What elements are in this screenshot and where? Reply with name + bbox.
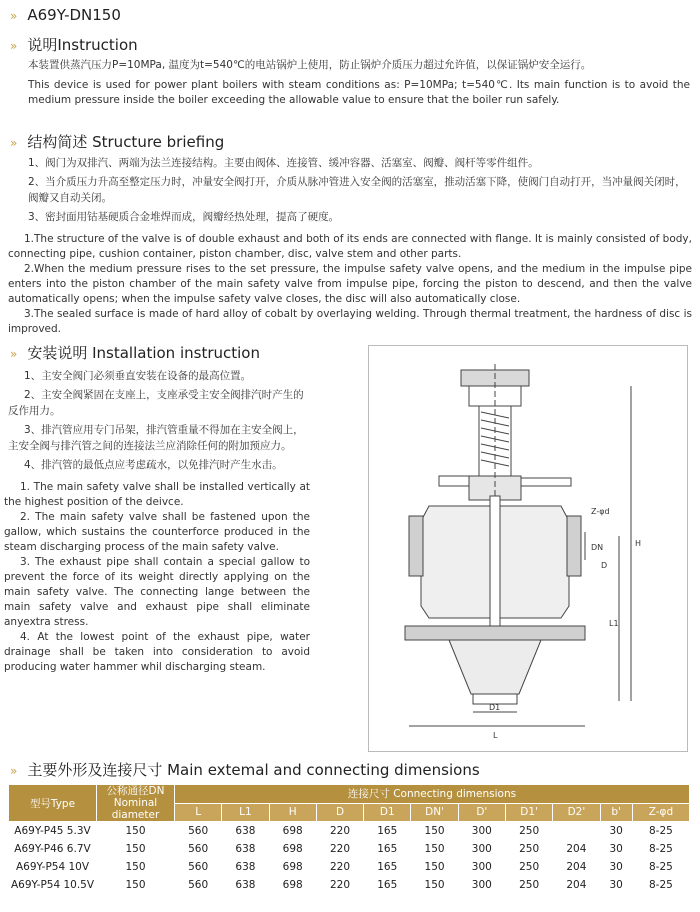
chevron-icon: »: [10, 39, 16, 53]
chevron-icon: »: [10, 136, 16, 150]
structure-zh-item: 1、阀门为双排汽、两端为法兰连接结构。主要由阀体、连接管、缓冲容器、活塞室、阀瓣、阀杆等零件组件。: [28, 157, 539, 169]
col-conn-header: 连接尺寸 Connecting dimensions: [175, 785, 690, 804]
installation-zh-item: 2、主安全阀紧固在支座上，支座承受主安全阀排汽时产生的反作用力。: [8, 389, 304, 417]
table-cell: 150: [97, 858, 175, 876]
col-dn-en: Nominal diameter: [111, 797, 160, 821]
table-cell: 638: [222, 858, 269, 876]
table-cell: 220: [316, 822, 363, 840]
instruction-zh: 本装置供蒸汽压力P=10MPa, 温度为t=540℃的电站锅炉上使用，防止锅炉介质压力超过允许值，以保证锅炉安全运行。: [28, 59, 592, 71]
subheader-cell: H: [269, 803, 316, 822]
installation-zh-item: 4、排汽管的最低点应考虑疏水，以免排汽时产生水击。: [24, 459, 283, 471]
table-cell: 698: [269, 858, 316, 876]
table-cell: 300: [458, 858, 505, 876]
table-cell: [553, 822, 600, 840]
structure-en-item: 2.When the medium pressure rises to the set pressure, the impulse safety valve opens, and the medium in the impulse pipe enters into the piston chamber of the main safety valve from impulse pipe, forcing the piston to descend, and then the valve automatically opens; when the impulse safety valve closes, the disc will also automatically close.: [8, 263, 692, 305]
label-z: Z-φd: [591, 507, 610, 516]
table-header-row: [9, 785, 690, 804]
installation-heading: » 安装说明 Installation instruction: [10, 344, 260, 362]
subheader-cell: D': [458, 803, 505, 822]
table-cell: 560: [175, 858, 222, 876]
structure-en-item: 3.The sealed surface is made of hard alloy of cobalt by overlaying welding. Through thermal treatment, the hardness of disc is improved.: [8, 308, 692, 335]
chevron-icon: »: [10, 764, 16, 778]
structure-zh: [28, 155, 688, 225]
table-cell: 250: [505, 876, 552, 894]
label-d: D: [601, 561, 608, 570]
inlet-nozzle: [449, 640, 541, 694]
table-cell: 300: [458, 876, 505, 894]
subheader-cell: Z-φd: [632, 803, 689, 822]
chevron-icon: »: [10, 347, 16, 361]
table-body: [9, 822, 690, 894]
table-cell: 150: [411, 822, 458, 840]
table-cell: 165: [364, 876, 411, 894]
structure-en-item: 1.The structure of the valve is of double exhaust and both of its ends are connected with flange. It is mainly consisted of body, connecting pipe, cushion container, piston chamber, disc, valve stem and other parts.: [8, 233, 692, 260]
instruction-en: This device is used for power plant boilers with steam conditions as: P=10MPa; t=540℃. Its main function is to avoid the medium pressure inside the boiler exceeding the allowable value to ensure that the boiler run safely.: [28, 79, 690, 106]
table-cell: 8-25: [632, 822, 689, 840]
table-cell: 165: [364, 858, 411, 876]
table-row: [9, 876, 690, 894]
subheader-cell: L: [175, 803, 222, 822]
structure-zh-item: 3、密封面用钴基硬质合金堆焊而成，阀瓣经热处理，提高了硬度。: [28, 211, 340, 223]
table-cell: 698: [269, 876, 316, 894]
table-cell: 150: [97, 876, 175, 894]
table-cell: 250: [505, 858, 552, 876]
table-cell: 150: [411, 858, 458, 876]
subheader-cell: D2': [553, 803, 600, 822]
table-cell: 165: [364, 822, 411, 840]
installation-en-item: 3. The exhaust pipe shall contain a special gallow to prevent the force of its weight directly applying on the main safety valve. The connecting lange between the main safety valve and exhaust pipe shall eliminate anyextra stress.: [4, 556, 310, 628]
subheader-cell: DN': [411, 803, 458, 822]
table-cell: 220: [316, 858, 363, 876]
col-dn-zh: 公称通径DN: [106, 785, 165, 797]
subheader-cell: L1: [222, 803, 269, 822]
table-cell: 698: [269, 822, 316, 840]
chevron-icon: »: [10, 9, 16, 23]
dimensions-table: [8, 784, 690, 894]
table-cell: 250: [505, 822, 552, 840]
table-cell: 300: [458, 822, 505, 840]
installation-zh-item: 3、排汽管应用专门吊架，排汽管重量不得加在主安全阀上，主安全阀与排汽管之间的连接法兰应消除任何的附加预应力。: [8, 424, 304, 452]
table-cell: 8-25: [632, 840, 689, 858]
table-cell: 560: [175, 840, 222, 858]
instruction-heading: » 说明Instruction: [10, 36, 138, 54]
dimensions-heading: » 主要外形及连接尺寸 Main extemal and connecting dimensions: [10, 761, 480, 779]
table-cell: 165: [364, 840, 411, 858]
label-h: H: [635, 539, 642, 548]
installation-zh-item: 1、主安全阀门必须垂直安装在设备的最高位置。: [24, 370, 252, 382]
label-l1: L1: [609, 619, 619, 628]
table-cell: 220: [316, 876, 363, 894]
table-cell: 150: [97, 840, 175, 858]
subheader-cell: D1': [505, 803, 552, 822]
installation-en-item: 1. The main safety valve shall be installed vertically at the highest position of the deivce.: [4, 481, 310, 508]
col-type-header: 型号Type: [9, 785, 97, 822]
label-l: L: [493, 731, 498, 740]
valve-drawing-svg: [369, 346, 687, 751]
table-cell: 300: [458, 840, 505, 858]
structure-heading: » 结构简述 Structure briefing: [10, 133, 225, 151]
table-cell: 30: [600, 840, 632, 858]
table-cell: 220: [316, 840, 363, 858]
table-cell: 638: [222, 876, 269, 894]
table-cell: 560: [175, 822, 222, 840]
table-cell: 204: [553, 840, 600, 858]
table-cell: 8-25: [632, 858, 689, 876]
subheader-cell: b': [600, 803, 632, 822]
table-cell: 30: [600, 858, 632, 876]
table-row: [9, 822, 690, 840]
table-cell: 204: [553, 876, 600, 894]
table-cell: 204: [553, 858, 600, 876]
table-cell: 698: [269, 840, 316, 858]
right-flange: [567, 516, 581, 576]
installation-zh: [8, 368, 310, 473]
label-d1: D1: [489, 703, 501, 712]
bottom-flange: [405, 626, 585, 640]
table-cell: 250: [505, 840, 552, 858]
table-cell: 150: [411, 840, 458, 858]
valve-stem: [490, 496, 500, 626]
table-cell: 638: [222, 840, 269, 858]
table-cell: 150: [411, 876, 458, 894]
installation-en: [4, 480, 310, 675]
structure-zh-item: 2、当介质压力升高至整定压力时，冲量安全阀打开，介质从脉冲管进入安全阀的活塞室，推动活塞下降，使阀门自动打开，当冲量阀关闭时，阀瓣又自动关闭。: [28, 176, 686, 204]
table-row: [9, 858, 690, 876]
table-cell: 30: [600, 876, 632, 894]
table-cell: 30: [600, 822, 632, 840]
cushion-pipe: [439, 476, 469, 486]
table-cell: A69Y-P45 5.3V: [9, 822, 97, 840]
table-cell: A69Y-P54 10.5V: [9, 876, 97, 894]
table-cell: A69Y-P46 6.7V: [9, 840, 97, 858]
table-cell: 560: [175, 876, 222, 894]
table-row: [9, 840, 690, 858]
subheader-cell: D1: [364, 803, 411, 822]
table-cell: 638: [222, 822, 269, 840]
col-dn-header: [97, 785, 175, 822]
subheader-cell: D: [316, 803, 363, 822]
table-cell: 8-25: [632, 876, 689, 894]
left-flange: [409, 516, 423, 576]
table-cell: 150: [97, 822, 175, 840]
valve-drawing: [368, 345, 688, 752]
page-title: » A69Y-DN150: [10, 6, 121, 24]
installation-en-item: 4. At the lowest point of the exhaust pipe, water drainage shall be taken into consideration to avoid producing water hammer whil discharging steam.: [4, 631, 310, 673]
structure-en: [8, 232, 692, 337]
impulse-pipe: [521, 478, 571, 486]
table-cell: A69Y-P54 10V: [9, 858, 97, 876]
installation-en-item: 2. The main safety valve shall be fastened upon the gallow, which sustains the counterforce produced in the steam discharging process of the main safety valve.: [4, 511, 310, 553]
label-dn: DN: [591, 543, 604, 552]
